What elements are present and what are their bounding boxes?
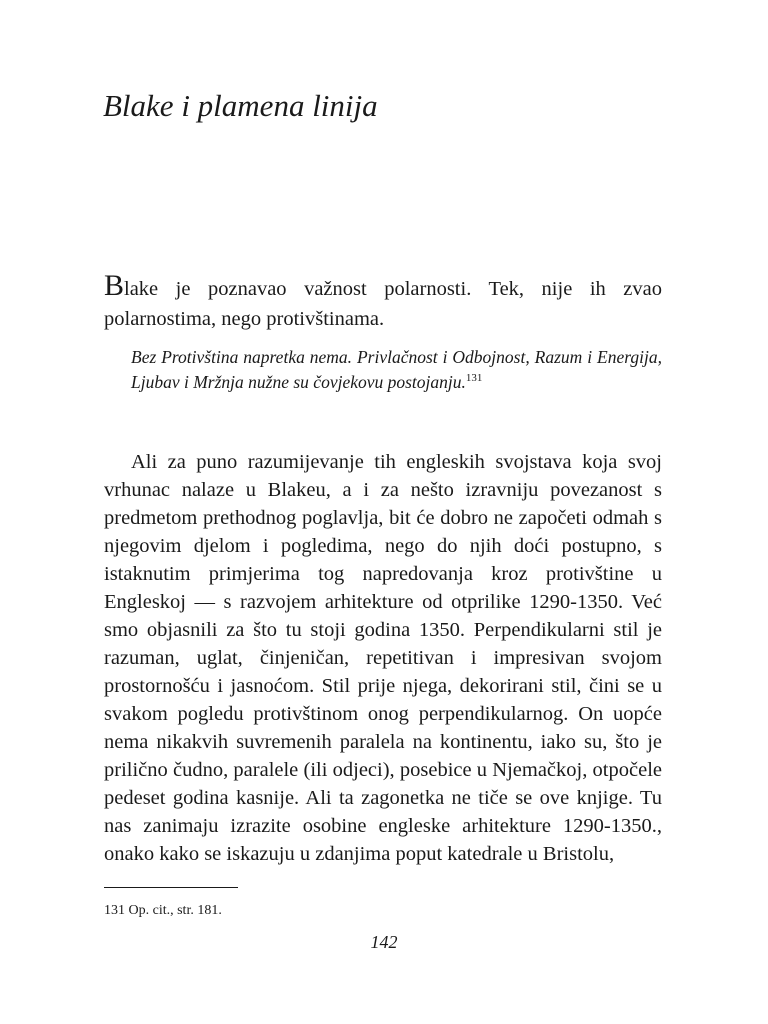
footnote: 131 Op. cit., str. 181. xyxy=(104,903,222,918)
footnote-divider xyxy=(104,887,238,888)
opening-text: lake je poznavao važnost polarnosti. Tek, nije ih zvao polarnostima, nego protivštinama. xyxy=(104,278,662,330)
opening-paragraph xyxy=(104,271,662,334)
drop-initial: B xyxy=(104,269,125,302)
chapter-title: Blake i plamena linija xyxy=(103,88,378,123)
footnote-reference: 131 xyxy=(465,372,483,385)
quote-text: Bez Protivština napretka nema. Privlačnost i Odbojnost, Razum i Energija, Ljubav i Mržnja nužne su čovjekovu postojanju. xyxy=(131,347,662,392)
body-paragraph: Ali za puno razumijevanje tih engleskih svojstava koja svoj vrhunac nalaze u Blakeu, a i za nešto izravniju povezanost s predmetom prethodnog poglavlja, bit će dobro ne započeti odmah s njegovim djelom i pogledima, nego do njih doći postupno, s istaknutim primjerima tog napredovanja kroz protivštine u Engleskoj — s razvojem arhitekture od otprilike 1290-1350. Već smo objasnili za što tu stoji godina 1350. Perpendikularni stil je razuman, uglat, činjeničan, repetitivan i impresivan svojom prostornošću i jasnoćom. Stil prije njega, dekorirani stil, čini se u svakom pogledu protivštinom onog perpendikularnog. On uopće nema nikakvih suvremenih paralela na kontinentu, iako su, što je prilično čudno, paralele (ili odjeci), posebice u Njemačkoj, otpočele pedeset godina kasnije. Ali ta zagonetka ne tiče se ove knjige. Tu nas zanimaju izrazite osobine engleske arhitekture 1290-1350., onako kako se iskazuju u zdanjima poput katedrale u Bristolu, xyxy=(104,451,662,865)
page-number: 142 xyxy=(370,932,398,952)
block-quote xyxy=(131,345,662,395)
